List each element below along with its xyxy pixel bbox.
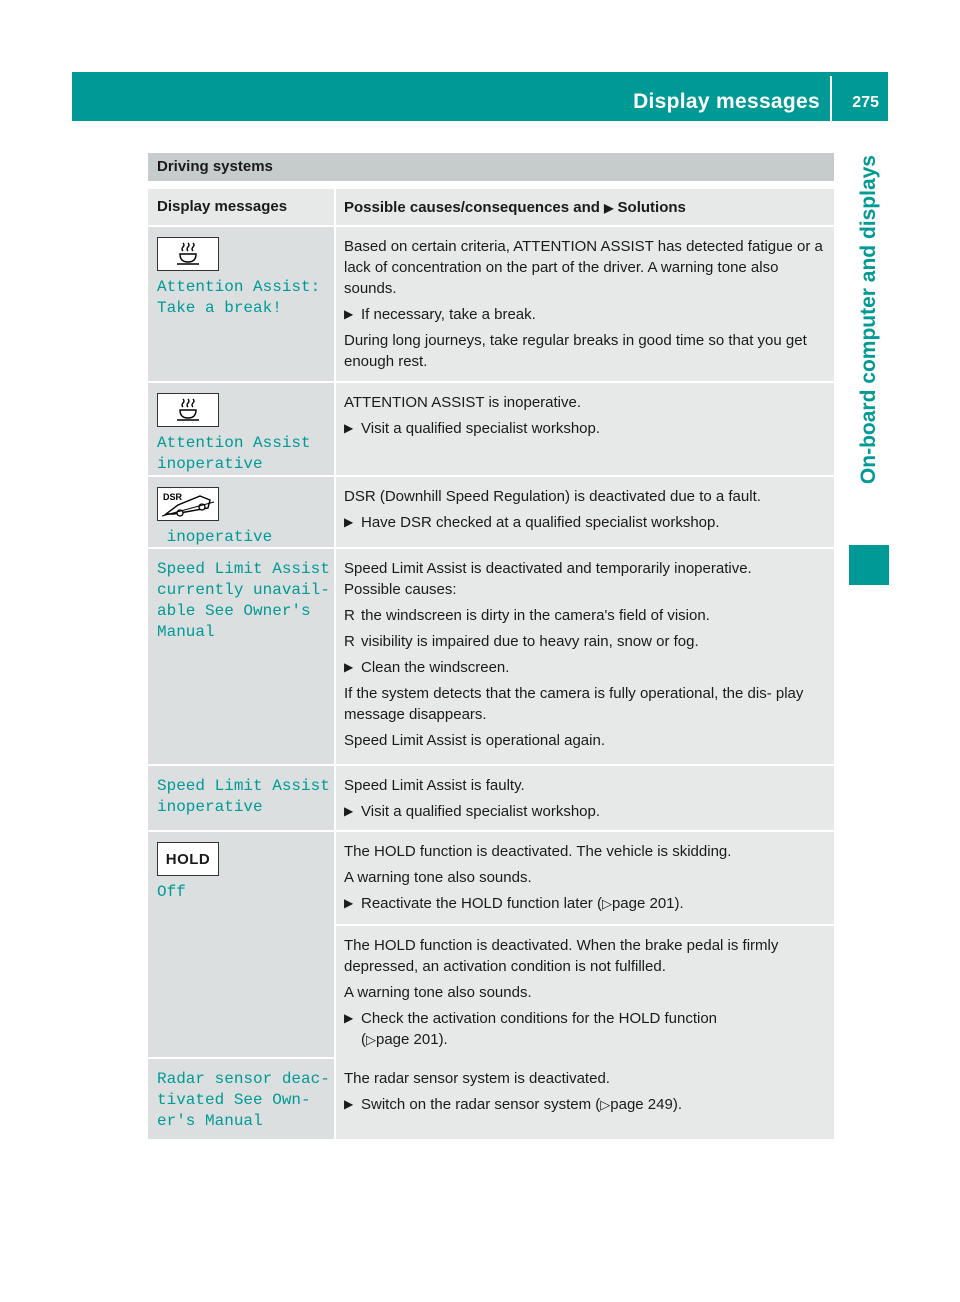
arrow-icon: ▶: [344, 1097, 354, 1111]
solution-cell: [336, 766, 834, 830]
cause-text: Based on certain criteria, ATTENTION ASSIST has detected fatigue or a lack of concentration on the part of the driver. A warning tone also sounds.: [344, 238, 823, 297]
arrow-icon: ▶: [344, 896, 354, 910]
bullet-item: [344, 631, 828, 652]
message-cell: [148, 766, 334, 830]
side-tab-marker: [849, 545, 889, 585]
cause-text: ATTENTION ASSIST is inoperative.: [344, 394, 582, 411]
bullet-icon: R: [344, 633, 355, 650]
cause-text: The HOLD function is deactivated. When the brake pedal is firmly depressed, an activation condition is not fulfilled.: [344, 937, 779, 975]
solution-step: [344, 801, 828, 822]
side-tab-label: On-board computer and displays: [857, 155, 880, 485]
solution-step: [344, 657, 828, 678]
table-row: [148, 549, 834, 764]
cause-text: Speed Limit Assist is faulty.: [344, 777, 525, 794]
page-number: 275: [852, 94, 879, 111]
arrow-icon: ▶: [604, 201, 614, 215]
step-text: Have DSR checked at a qualified specialist workshop.: [361, 514, 720, 531]
solution-cell: [336, 926, 834, 1060]
arrow-icon: ▶: [344, 804, 354, 818]
message-cell: [148, 477, 334, 547]
header-divider: [830, 76, 832, 121]
step-text: Visit a qualified specialist workshop.: [361, 420, 601, 437]
arrow-icon: ▶: [344, 515, 354, 529]
display-message: Radar sensor deac‐ tivated See Own‐ er's Manual: [157, 1070, 330, 1130]
arrow-icon: ▶: [344, 421, 354, 435]
section-title: Driving systems: [148, 153, 834, 181]
step-text: Reactivate the HOLD function later (: [361, 895, 602, 912]
paren: (: [361, 1031, 366, 1048]
solution-cell: [336, 549, 834, 764]
message-cell: [148, 549, 334, 764]
solution-step: [344, 1008, 828, 1050]
cause-text: The HOLD function is deactivated. The vehicle is skidding.: [344, 843, 732, 860]
column-header-messages: Display messages: [148, 189, 334, 225]
step-text: Visit a qualified specialist workshop.: [361, 803, 601, 820]
page-ref[interactable]: page 249).: [610, 1096, 682, 1113]
display-message: Speed Limit Assist currently unavail‐ able See Owner's Manual: [157, 560, 330, 641]
note-text: A warning tone also sounds.: [344, 984, 532, 1001]
coffee-cup-icon: [157, 237, 219, 271]
message-cell: [148, 832, 334, 1057]
column-header-solutions-label: Solutions: [617, 199, 686, 216]
page-header: [72, 72, 888, 121]
table-row: [148, 227, 834, 381]
table-row: [148, 477, 834, 547]
step-text: Switch on the radar sensor system (: [361, 1096, 601, 1113]
bullet-item: [344, 605, 828, 626]
cause-text: Possible causes:: [344, 581, 457, 598]
note-text: Speed Limit Assist is operational again.: [344, 732, 605, 749]
hold-icon: HOLD: [157, 842, 219, 876]
solution-step: [344, 512, 828, 533]
display-message: inoperative: [157, 528, 273, 546]
note-text: During long journeys, take regular breaks in good time so that you get enough rest.: [344, 332, 807, 370]
arrow-icon: ▶: [344, 1011, 354, 1025]
message-cell: [148, 227, 334, 381]
note-text: If the system detects that the camera is fully operational, the dis‐ play message disappears.: [344, 685, 804, 723]
display-messages-table: [148, 153, 834, 1141]
message-cell: [148, 383, 334, 475]
page-ref[interactable]: page 201).: [611, 895, 684, 912]
page-ref-icon: ▷: [600, 1097, 611, 1112]
display-message: Attention Assist inoperative: [157, 434, 311, 473]
solution-cell-group: [336, 832, 834, 1057]
arrow-icon: ▶: [344, 660, 354, 674]
cause-text: Speed Limit Assist is deactivated and temporarily inoperative.: [344, 560, 752, 577]
dsr-vehicle-icon: [157, 487, 219, 521]
chapter-title: Display messages: [633, 90, 820, 113]
solution-cell: [336, 832, 834, 924]
display-message: Speed Limit Assist inoperative: [157, 777, 330, 816]
solution-step: [344, 304, 828, 325]
solution-cell: [336, 227, 834, 381]
side-tab: [849, 155, 889, 580]
solution-cell: [336, 1059, 834, 1139]
svg-text:DSR: DSR: [163, 492, 183, 502]
step-text: Clean the windscreen.: [361, 659, 510, 676]
step-text: Check the activation conditions for the HOLD function: [361, 1010, 718, 1027]
message-cell: [148, 1059, 334, 1139]
cause-text: DSR (Downhill Speed Regulation) is deactivated due to a fault.: [344, 488, 761, 505]
bullet-icon: R: [344, 607, 355, 624]
bullet-text: visibility is impaired due to heavy rain, snow or fog.: [361, 633, 699, 650]
solution-step: [344, 1094, 828, 1115]
coffee-cup-icon: [157, 393, 219, 427]
solution-cell: [336, 477, 834, 547]
page-ref-icon: ▷: [366, 1032, 376, 1047]
display-message: Off: [157, 883, 186, 901]
table-row: [148, 832, 834, 1057]
solution-cell: [336, 383, 834, 475]
note-text: A warning tone also sounds.: [344, 869, 532, 886]
solution-step: [344, 418, 828, 439]
column-header-solutions: [336, 189, 834, 225]
column-header-causes: Possible causes/consequences and: [344, 199, 600, 216]
table-row: [148, 1059, 834, 1139]
solution-step: [344, 893, 828, 914]
table-row: [148, 766, 834, 830]
bullet-text: the windscreen is dirty in the camera's field of vision.: [361, 607, 710, 624]
cause-text: The radar sensor system is deactivated.: [344, 1070, 610, 1087]
arrow-icon: ▶: [344, 307, 354, 321]
table-row: [148, 383, 834, 475]
step-text: If necessary, take a break.: [361, 306, 536, 323]
page-ref-icon: ▷: [601, 896, 612, 911]
page-ref[interactable]: page 201).: [376, 1031, 448, 1048]
display-message: Attention Assist: Take a break!: [157, 278, 321, 317]
table-header: [148, 189, 834, 225]
